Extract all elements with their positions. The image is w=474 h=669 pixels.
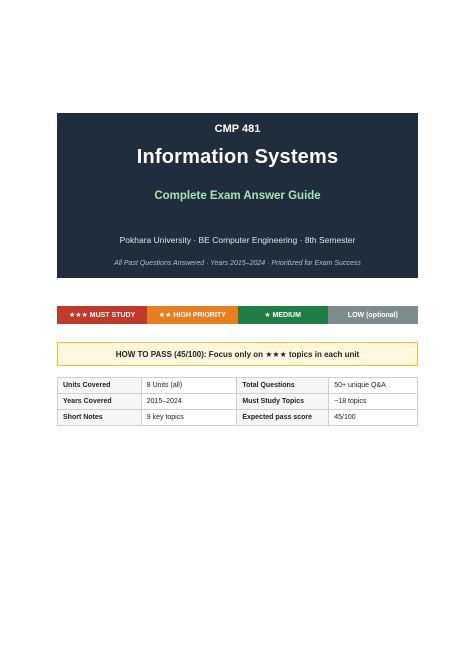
summary-table xyxy=(57,377,418,426)
legend-medium: ★ MEDIUM xyxy=(238,306,328,324)
course-code: CMP 481 xyxy=(214,123,261,135)
how-to-pass-callout: HOW TO PASS (45/100): Focus only on ★★★ topics in each unit xyxy=(57,342,418,366)
legend-high-priority: ★★ HIGH PRIORITY xyxy=(147,306,237,324)
table-cell-value: 50+ unique Q&A xyxy=(329,378,418,394)
table-cell-value: 2015–2024 xyxy=(141,394,237,410)
cover-tagline: All Past Questions Answered · Years 2015–2024 · Prioritized for Exam Success xyxy=(114,260,361,267)
table-cell-label: Years Covered xyxy=(58,394,142,410)
document-title: Information Systems xyxy=(136,146,339,168)
table-cell-label: Units Covered xyxy=(58,378,142,394)
cover-banner xyxy=(57,113,418,278)
legend-must-study: ★★★ MUST STUDY xyxy=(57,306,147,324)
table-row xyxy=(58,394,418,410)
table-cell-label: Short Notes xyxy=(58,410,142,426)
document-subtitle: Complete Exam Answer Guide xyxy=(154,190,321,202)
table-cell-label: Expected pass score xyxy=(237,410,329,426)
university-meta: Pokhara University · BE Computer Engineering · 8th Semester xyxy=(119,235,356,245)
legend-low: LOW (optional) xyxy=(328,306,418,324)
priority-legend xyxy=(57,306,418,324)
table-row xyxy=(58,378,418,394)
table-cell-label: Must Study Topics xyxy=(237,394,329,410)
table-cell-value: 9 key topics xyxy=(141,410,237,426)
table-cell-label: Total Questions xyxy=(237,378,329,394)
table-cell-value: 8 Units (all) xyxy=(141,378,237,394)
table-cell-value: 45/100 xyxy=(329,410,418,426)
table-row xyxy=(58,410,418,426)
table-cell-value: ~18 topics xyxy=(329,394,418,410)
